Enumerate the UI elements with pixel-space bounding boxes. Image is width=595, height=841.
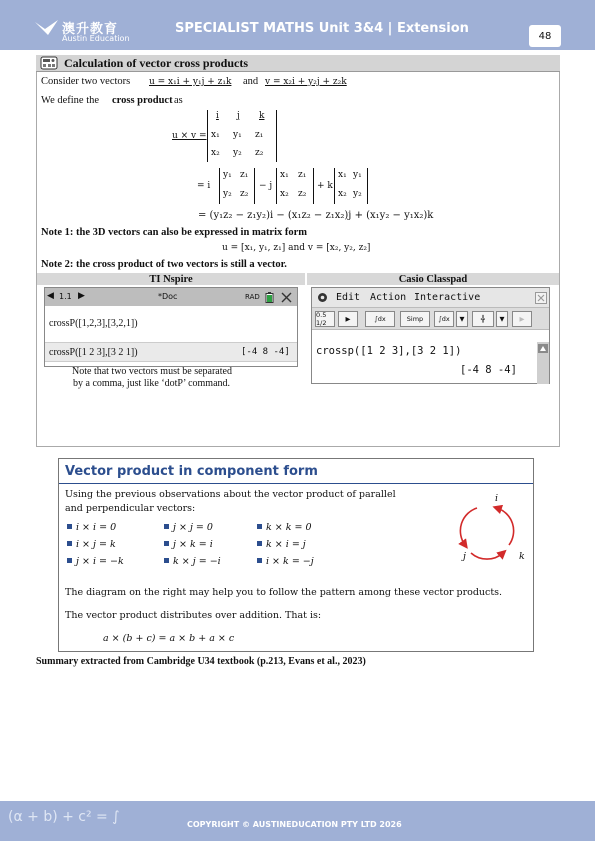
nspire-output: [-4 8 -4] xyxy=(241,347,290,357)
det-cell: k xyxy=(259,111,265,121)
chevron-down-icon[interactable]: ▼ xyxy=(496,311,508,327)
diagram-label-j: j xyxy=(463,551,466,562)
nspire-doc-name: *Doc xyxy=(158,292,178,301)
battery-icon xyxy=(265,292,274,303)
minor-cell: z₂ xyxy=(240,189,249,199)
product-item: i × j = k xyxy=(67,539,116,550)
bird-logo-icon xyxy=(34,19,60,37)
section-header xyxy=(36,55,560,72)
ti-nspire-heading: TI Nspire xyxy=(37,273,305,285)
header-title: SPECIALIST MATHS Unit 3&4 | Extension xyxy=(175,21,469,36)
intro-prefix: Consider two vectors xyxy=(41,76,131,87)
product-item: j × k = i xyxy=(164,539,213,550)
note-1: Note 1: the 3D vectors can also be expressed in matrix form xyxy=(41,227,308,238)
logo-english-text: Austin Education xyxy=(62,34,130,43)
casio-classpad-heading: Casio Classpad xyxy=(307,273,559,285)
settings-gear-icon[interactable] xyxy=(317,292,328,303)
textbook-intro-1: Using the previous observations about the vector product of parallel xyxy=(65,489,396,500)
textbook-excerpt xyxy=(58,458,534,652)
det-cell: z₂ xyxy=(255,148,264,158)
run-arrow-icon[interactable]: ▶ xyxy=(338,311,358,327)
minor-cell: y₂ xyxy=(223,189,232,199)
casio-menu-bar xyxy=(312,288,549,308)
diagram-label-i: i xyxy=(495,493,499,504)
minor-cell: y₂ xyxy=(353,189,362,199)
nspire-input-space: crossP([1 2 3],[3 2 1]) xyxy=(49,347,138,358)
nspire-tab[interactable]: 1.1 xyxy=(59,292,72,301)
det-cell: z₁ xyxy=(255,130,264,140)
textbook-intro-2: and perpendicular vectors: xyxy=(65,503,196,514)
ti-note-line-2: by a comma, just like ‘dotP’ command. xyxy=(73,378,231,389)
minor-i xyxy=(219,168,255,204)
intro-and: and xyxy=(243,76,259,87)
page-footer xyxy=(0,801,595,841)
product-item: j × i = −k xyxy=(67,556,124,567)
product-item: k × j = −i xyxy=(164,556,221,567)
diagram-label-k: k xyxy=(519,551,525,562)
expand-j: − j xyxy=(259,181,273,191)
product-item: k × i = j xyxy=(257,539,306,550)
product-item: j × j = 0 xyxy=(164,522,213,533)
minor-cell: x₂ xyxy=(338,189,347,199)
define-suffix: as xyxy=(174,95,183,106)
vector-v: v = x₂i + y₂j + z₂k xyxy=(265,77,347,87)
casio-classpad-screen xyxy=(311,287,550,384)
ti-note-line-1: Note that two vectors must be separated xyxy=(72,366,232,377)
expand-i: = i xyxy=(197,181,211,191)
menu-interactive[interactable]: Interactive xyxy=(414,292,481,303)
minor-k xyxy=(334,168,368,204)
det-cell: y₂ xyxy=(233,148,242,158)
derivative-integral-button[interactable]: ∫dx xyxy=(365,311,395,327)
nspire-history-row[interactable] xyxy=(45,342,297,362)
minor-cell: z₁ xyxy=(298,170,307,180)
source-caption: Summary extracted from Cambridge U34 textbook (p.213, Evans et al., 2023) xyxy=(36,656,366,667)
matrix-form: u = [x₁, y₁, z₁] and v = [x₂, y₂, z₂] xyxy=(222,243,371,253)
det-cell: j xyxy=(237,111,240,121)
det-cell: x₁ xyxy=(211,130,220,140)
determinant-3x3 xyxy=(207,110,277,162)
logo-chinese-text: 澳升教育 xyxy=(62,22,119,37)
det-cell: i xyxy=(216,111,219,121)
product-item: i × i = 0 xyxy=(67,522,116,533)
fraction-decimal-toggle-button[interactable]: 0.5 1/2 xyxy=(315,311,335,327)
minor-cell: z₁ xyxy=(240,170,249,180)
integral-button[interactable]: ∫dx xyxy=(434,311,454,327)
page-header xyxy=(0,0,595,50)
cross-product-result: = (y₁z₂ − z₁y₂)i − (x₁z₂ − z₁x₂)j + (x₁y₂ − y₁x₂)k xyxy=(198,210,434,221)
title-underline xyxy=(59,483,533,484)
footer-copyright: COPYRIGHT © AUSTINEDUCATION PTY LTD 2026 xyxy=(187,820,402,829)
nspire-angle-mode: RAD xyxy=(245,293,260,301)
nspire-input-comma[interactable]: crossP([1,2,3],[3,2,1]) xyxy=(49,318,138,329)
minor-cell: x₁ xyxy=(280,170,289,180)
distributes-text: The vector product distributes over addition. That is: xyxy=(65,610,322,621)
simp-button[interactable]: Simp xyxy=(400,311,430,327)
product-item: i × k = −j xyxy=(257,556,314,567)
footer-decoration: (α + b) + c² = ∫ xyxy=(8,809,120,825)
casio-toolbar xyxy=(312,308,549,330)
scroll-up-icon[interactable] xyxy=(538,344,548,353)
product-item: k × k = 0 xyxy=(257,522,312,533)
minor-cell: y₁ xyxy=(353,170,362,180)
graph-icon[interactable]: ╬ xyxy=(472,311,494,327)
ti-nspire-screen xyxy=(44,287,298,367)
casio-output: [-4 8 -4] xyxy=(460,364,517,376)
calculator-icon xyxy=(40,56,58,70)
nav-left-icon[interactable]: ◀ xyxy=(47,291,54,301)
define-prefix: We define the xyxy=(41,95,100,106)
minor-j xyxy=(276,168,314,204)
close-icon[interactable] xyxy=(281,292,292,303)
minor-cell: x₁ xyxy=(338,170,347,180)
menu-edit[interactable]: Edit xyxy=(336,292,361,303)
minor-cell: x₂ xyxy=(280,189,289,199)
vector-u: u = x₁i + y₁j + z₁k xyxy=(149,77,232,87)
distributive-formula: a × (b + c) = a × b + a × c xyxy=(103,633,235,644)
minor-cell: z₂ xyxy=(298,189,307,199)
nav-right-icon[interactable]: ▶ xyxy=(78,291,85,301)
section-title: Calculation of vector cross products xyxy=(64,56,248,70)
nspire-toolbar xyxy=(45,288,297,306)
cross-product-lhs: u × v = xyxy=(172,131,207,141)
det-cell: y₁ xyxy=(233,130,242,140)
page-number: 48 xyxy=(529,25,561,47)
expand-k: + k xyxy=(317,181,333,191)
diagram-note: The diagram on the right may help you to follow the pattern among these vector products. xyxy=(65,587,503,598)
chevron-down-icon[interactable]: ▼ xyxy=(456,311,468,327)
textbook-title: Vector product in component form xyxy=(65,464,318,479)
casio-input[interactable]: crossp([1 2 3],[3 2 1]) xyxy=(316,345,462,357)
scroll-right-icon[interactable]: ▶ xyxy=(512,311,532,327)
note-2: Note 2: the cross product of two vectors is still a vector. xyxy=(41,259,287,270)
define-bold: cross product xyxy=(112,95,173,106)
casio-scrollbar[interactable] xyxy=(537,342,549,384)
det-cell: x₂ xyxy=(211,148,220,158)
close-icon[interactable] xyxy=(535,292,547,304)
minor-cell: y₁ xyxy=(223,170,232,180)
menu-action[interactable]: Action xyxy=(370,292,407,303)
